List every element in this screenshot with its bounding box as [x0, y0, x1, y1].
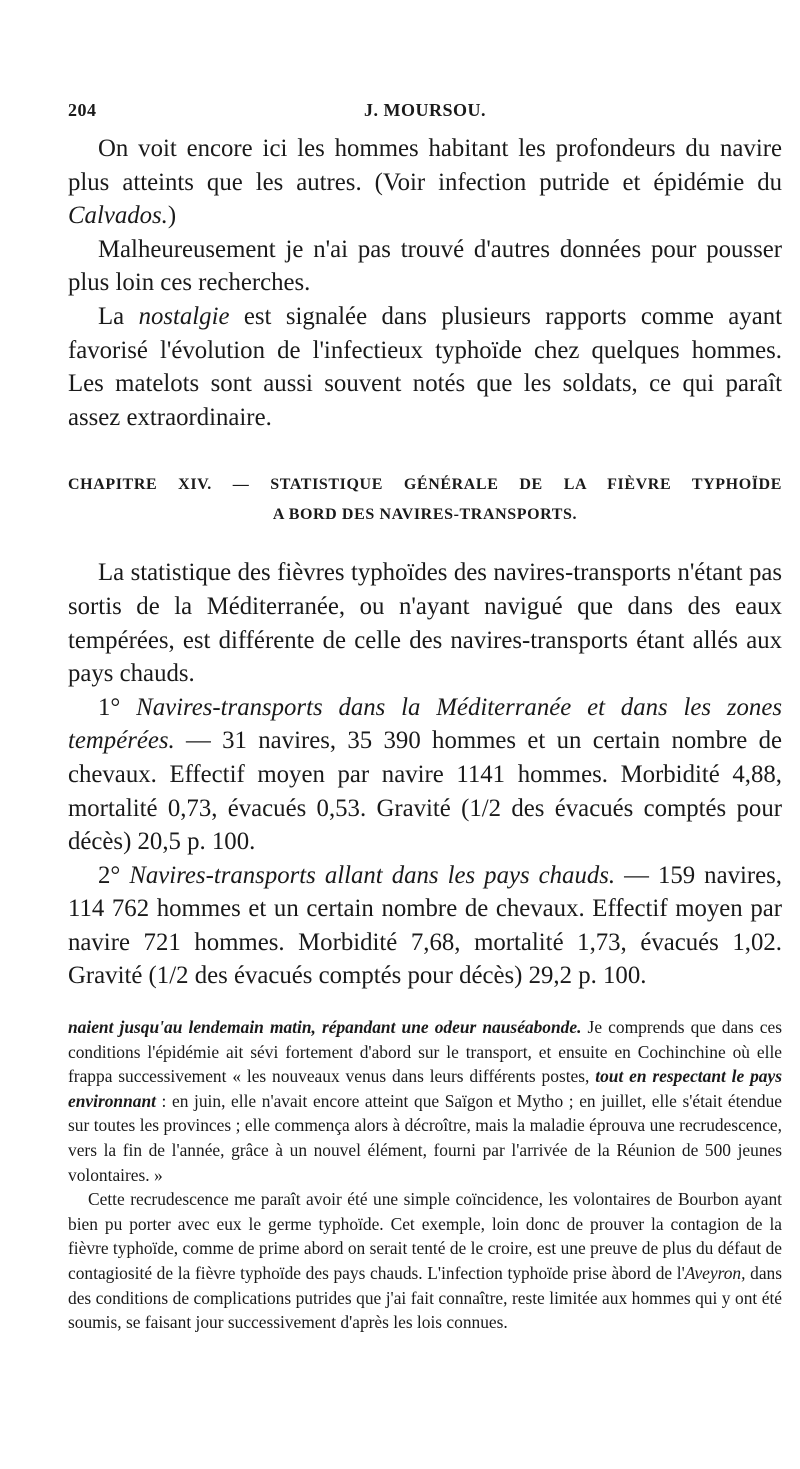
footnote-block	[68, 1015, 782, 1335]
section-title-hot-countries: Navires-transports allant dans les pays chauds.	[129, 861, 616, 889]
paragraph-hot-countries: 2° Navires-transports allant dans les pays chauds. — 159 navires, 114 762 hommes et un certain nombre de chevaux. Effectif moyen par navire 721 hommes. Morbidité 7,68, mortalité 1,73, évacués 1,02. Gravité (1/2 des évacués comptés pour décès) 29,2 p. 100.	[68, 861, 782, 990]
running-title: J. MOURSOU.	[364, 100, 486, 120]
section-title-temperate: Navires-transports dans la Méditerranée et dans les zones tempérées.	[68, 693, 782, 755]
footnote-paragraph-1: naient jusqu'au lendemain matin, répandant une odeur nauséabonde. Je comprends que dans ces conditions l'épidémie ait sévi fortement d'abord sur le transport, et ensuite en Cochinchine où elle frappa successivement « les nouveaux venus dans leurs différents postes, tout en respectant le pays environnant : en juin, elle n'avait encore atteint que Saïgon et Mytho ; en juillet, elle s'était étendue sur toutes les provinces ; elle commença alors à décroître, mais la maladie éprouva une recrudescence, vers la fin de l'année, grâce à un nouvel élément, fourni par l'arrivée de la Réunion de 500 jeunes volontaires. »	[68, 1017, 782, 1185]
paragraph-nostalgia: La nostalgie est signalée dans plusieurs rapports comme ayant favorisé l'évolution de l'infectieux typhoïde chez quelques hommes. Les matelots sont aussi souvent notés que les soldats, ce qui paraît assez extraordinaire.	[68, 302, 782, 431]
book-page	[68, 98, 782, 1335]
chapter-heading-line-1: CHAPITRE XIV. — STATISTIQUE GÉNÉRALE DE LA FIÈVRE TYPHOÏDE	[68, 476, 782, 494]
paragraph-no-data: Malheureusement je n'ai pas trouvé d'autres données pour pousser plus loin ces recherches.	[68, 235, 782, 297]
term-nostalgie: nostalgie	[138, 302, 230, 330]
ship-name: Calvados.	[68, 202, 168, 230]
footnote-paragraph-2: Cette recrudescence me paraît avoir été une simple coïncidence, les volontaires de Bourbon ayant bien pu porter avec eux le germe typhoïde. Cet exemple, loin donc de prouver la contagion de la fièvre typhoïde, comme de prime abord on serait tenté de le croire, est une preuve de plus du défaut de contagiosité de la fièvre typhoïde des pays chauds. L'infection typhoïde prise àbord de l'Aveyron, dans des conditions de complications putrides que j'ai fait connaître, reste limitée aux hommes qui y ont été soumis, se faisant jour successivement d'après les lois connues.	[68, 1189, 782, 1333]
running-header	[68, 98, 782, 128]
paragraph-temperate-zones: 1° Navires-transports dans la Méditerranée et dans les zones tempérées. — 31 navires, 35 390 hommes et un certain nombre de chevaux. Effectif moyen par navire 1141 hommes. Morbidité 4,88, mortalité 0,73, évacués 0,53. Gravité (1/2 des évacués comptés pour décès) 20,5 p. 100.	[68, 693, 782, 856]
paragraph-statistics-intro: La statistique des fièvres typhoïdes des navires-transports n'étant pas sortis de la Méditerranée, ou n'ayant navigué que dans des eaux tempérées, est différente de celle des navires-transports étant allés aux pays chauds.	[68, 559, 782, 688]
page-number: 204	[68, 100, 97, 120]
paragraph-depths: On voit encore ici les hommes habitant les profondeurs du navire plus atteints que les autres. (Voir infection putride et épidémie du Calvados.)	[68, 135, 782, 230]
chapter-heading	[68, 470, 782, 530]
footnote-italic-phrase: tout en respectant le pays environnant	[68, 1066, 782, 1111]
main-text	[68, 132, 782, 993]
footnote-ship-name: Aveyron,	[684, 1263, 746, 1283]
chapter-heading-line-2: A BORD DES NAVIRES-TRANSPORTS.	[272, 506, 578, 524]
footnote-italic-lead: naient jusqu'au lendemain matin, répandant une odeur nauséabonde.	[68, 1017, 582, 1038]
